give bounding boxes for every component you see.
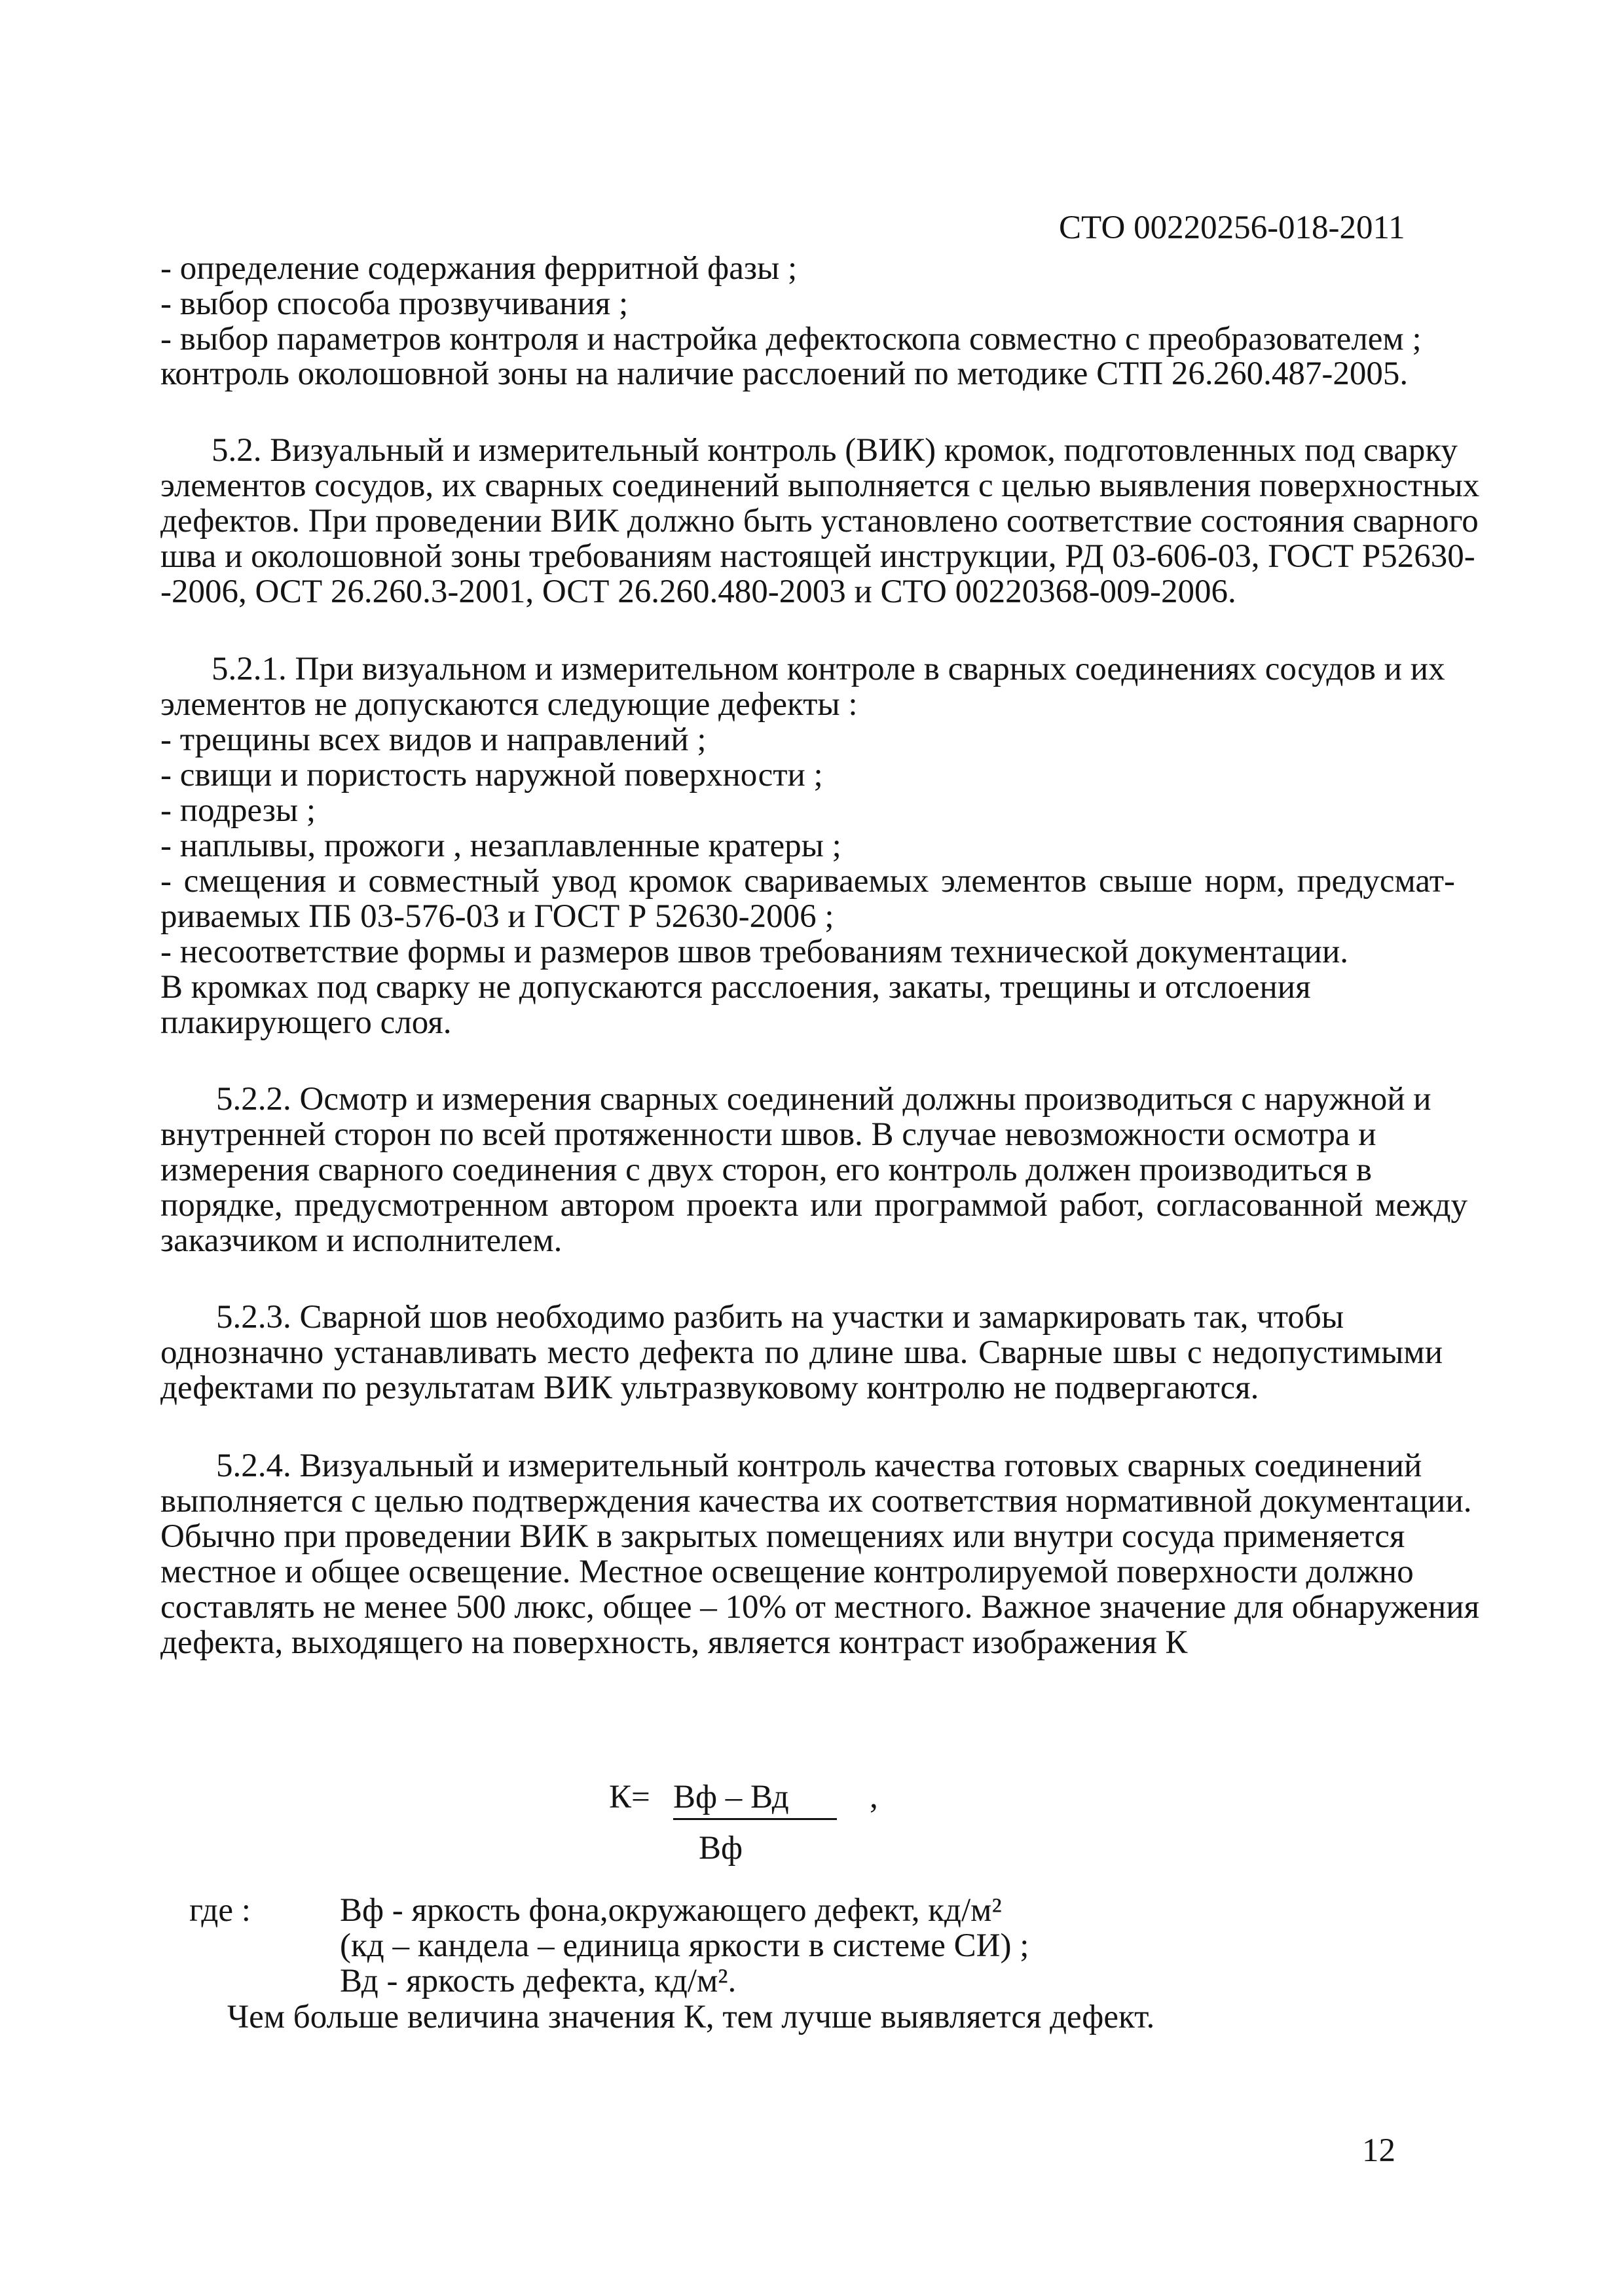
paragraph-line: составлять не менее 500 люкс, общее – 10% от местного. Важное значение для обнаружения	[160, 1589, 1480, 1626]
list-item: - свищи и пористость наружной поверхности ;	[160, 757, 823, 793]
formula-lhs: К=	[609, 1779, 650, 1815]
definition-line: Вф - яркость фона,окружающего дефект, кд/м²	[340, 1892, 1002, 1929]
definition-line: Вд - яркость дефекта, кд/м².	[340, 1963, 737, 1999]
paragraph-line: 5.2.4. Визуальный и измерительный контроль качества готовых сварных соединений	[216, 1448, 1422, 1484]
paragraph-line: плакирующего слоя.	[160, 1004, 452, 1041]
formula-denominator: Вф	[699, 1830, 743, 1867]
paragraph-line: риваемых ПБ 03-576-03 и ГОСТ Р 52630-2006 ;	[160, 898, 834, 935]
document-code: СТО 00220256-018-2011	[1059, 210, 1405, 246]
contrast-formula	[609, 1776, 884, 1881]
paragraph-line: выполняется с целью подтверждения качества их соответствия нормативной документации.	[160, 1483, 1472, 1520]
paragraph-line: порядке, предусмотренном автором проекта или программой работ, согласованной между	[160, 1187, 1467, 1224]
list-item: - выбор параметров контроля и настройка дефектоскопа совместно с преобразователем ;	[160, 321, 1422, 357]
paragraph-line: внутренней сторон по всей протяженности швов. В случае невозможности осмотра и	[160, 1116, 1376, 1153]
paragraph-line: Обычно при проведении ВИК в закрытых помещениях или внутри сосуда применяется	[160, 1518, 1405, 1555]
list-item: - смещения и совместный увод кромок свариваемых элементов свыше норм, предусмат-	[160, 863, 1455, 900]
paragraph-line: -2006, ОСТ 26.260.3-2001, ОСТ 26.260.480-2003 и СТО 00220368-009-2006.	[160, 574, 1236, 610]
conclusion-line: Чем больше величина значения К, тем лучше выявляется дефект.	[227, 1999, 1155, 2035]
list-item: - определение содержания ферритной фазы ;	[160, 250, 798, 287]
list-item: - несоответствие формы и размеров швов требованиям технической документации.	[160, 934, 1349, 970]
paragraph-line: шва и околошовной зоны требованиям настоящей инструкции, РД 03-606-03, ГОСТ Р52630-	[160, 538, 1475, 575]
list-item: - подрезы ;	[160, 792, 316, 829]
paragraph-line: местное и общее освещение. Местное освещение контролируемой поверхности должно	[160, 1554, 1414, 1590]
paragraph-line: 5.2.2. Осмотр и измерения сварных соединений должны производиться с наружной и	[216, 1081, 1431, 1118]
list-item: - трещины всех видов и направлений ;	[160, 721, 707, 758]
page-number: 12	[1362, 2132, 1395, 2169]
fraction-bar	[673, 1818, 837, 1820]
list-item: - выбор способа прозвучивания ;	[160, 285, 629, 322]
paragraph-line: В кромках под сварку не допускаются расслоения, закаты, трещины и отслоения	[160, 969, 1311, 1006]
paragraph-line: 5.2.1. При визуальном и измерительном контроле в сварных соединениях сосудов и их	[212, 651, 1445, 687]
paragraph-line: заказчиком и исполнителем.	[160, 1222, 563, 1259]
paragraph-line: дефектами по результатам ВИК ультразвуковому контролю не подвергаются.	[160, 1370, 1259, 1406]
paragraph-line: элементов сосудов, их сварных соединений выполняется с целью выявления поверхностных	[160, 467, 1480, 504]
list-item: - наплывы, прожоги , незаплавленные кратеры ;	[160, 828, 841, 864]
formula-comma: ,	[870, 1779, 878, 1815]
definition-line: (кд – кандела – единица яркости в системе СИ) ;	[340, 1927, 1029, 1964]
where-label: где :	[189, 1892, 251, 1929]
paragraph-line: дефектов. При проведении ВИК должно быть установлено соответствие состояния сварного	[160, 503, 1479, 539]
paragraph-line: 5.2.3. Сварной шов необходимо разбить на участки и замаркировать так, чтобы	[216, 1299, 1344, 1336]
list-item: контроль околошовной зоны на наличие расслоений по методике СТП 26.260.487-2005.	[160, 355, 1409, 392]
paragraph-line: элементов не допускаются следующие дефекты :	[160, 686, 858, 723]
paragraph-line: измерения сварного соединения с двух сторон, его контроль должен производиться в	[160, 1152, 1372, 1188]
paragraph-line: 5.2. Визуальный и измерительный контроль (ВИК) кромок, подготовленных под сварку	[212, 432, 1458, 469]
formula-numerator: Вф – Вд	[673, 1779, 789, 1815]
paragraph-line: однозначно устанавливать место дефекта по длине шва. Сварные швы с недопустимыми	[160, 1334, 1443, 1371]
paragraph-line: дефекта, выходящего на поверхность, является контраст изображения К	[160, 1624, 1188, 1661]
